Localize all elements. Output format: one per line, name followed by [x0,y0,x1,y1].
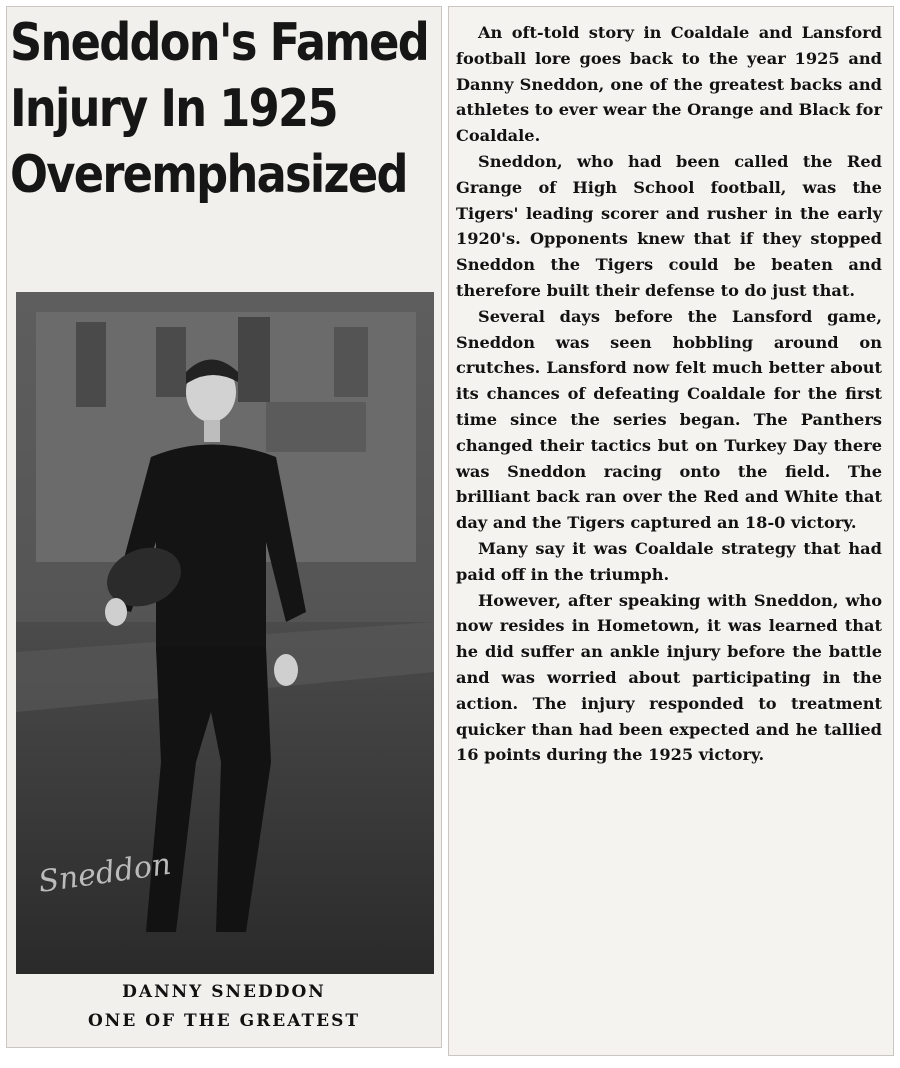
headline-line-3: Overemphasized [10,145,407,205]
player-photo [16,292,434,974]
article-body [456,20,882,768]
article-paragraph: An oft-told story in Coaldale and Lansford football lore goes back to the year 1925 and Danny Sneddon, one of the greatest backs and athletes to ever wear the Orange and Black for Coaldale. [456,23,882,146]
caption-line-1: DANNY SNEDDON [122,982,326,1002]
article-paragraph: Several days before the Lansford game, Sneddon was seen hobbling around on crutches. Lansford now felt much better about its chances of defeating Coaldale for the first time since the series began. The Panthers changed their tactics but on Turkey Day there was Sneddon racing onto the field. The brilliant back ran over the Red and White that day and the Tigers captured an 18-0 victory. [456,306,882,533]
caption-line-2: ONE OF THE GREATEST [87,1011,360,1031]
photo-portrait-icon [16,292,434,974]
article-paragraph: However, after speaking with Sneddon, who now resides in Hometown, it was learned that he did suffer an ankle injury before the battle and was worried about participating in the action. The injury responded to treatment quicker than had been expected and he tallied 16 points during the 1925 victory. [456,590,882,765]
photo-caption [6,980,442,1038]
headline-line-1: Sneddon's Famed [10,13,429,73]
headline [10,10,429,208]
article-paragraph: Many say it was Coaldale strategy that had paid off in the triumph. [456,538,882,584]
photo-signature: Sneddon [36,846,174,900]
article-paragraph: Sneddon, who had been called the Red Grange of High School football, was the Tigers' leading scorer and rusher in the early 1920's. Opponents knew that if they stopped Sneddon the Tigers could be beaten and therefore built their defense to do just that. [456,151,882,300]
headline-line-2: Injury In 1925 [10,79,337,139]
